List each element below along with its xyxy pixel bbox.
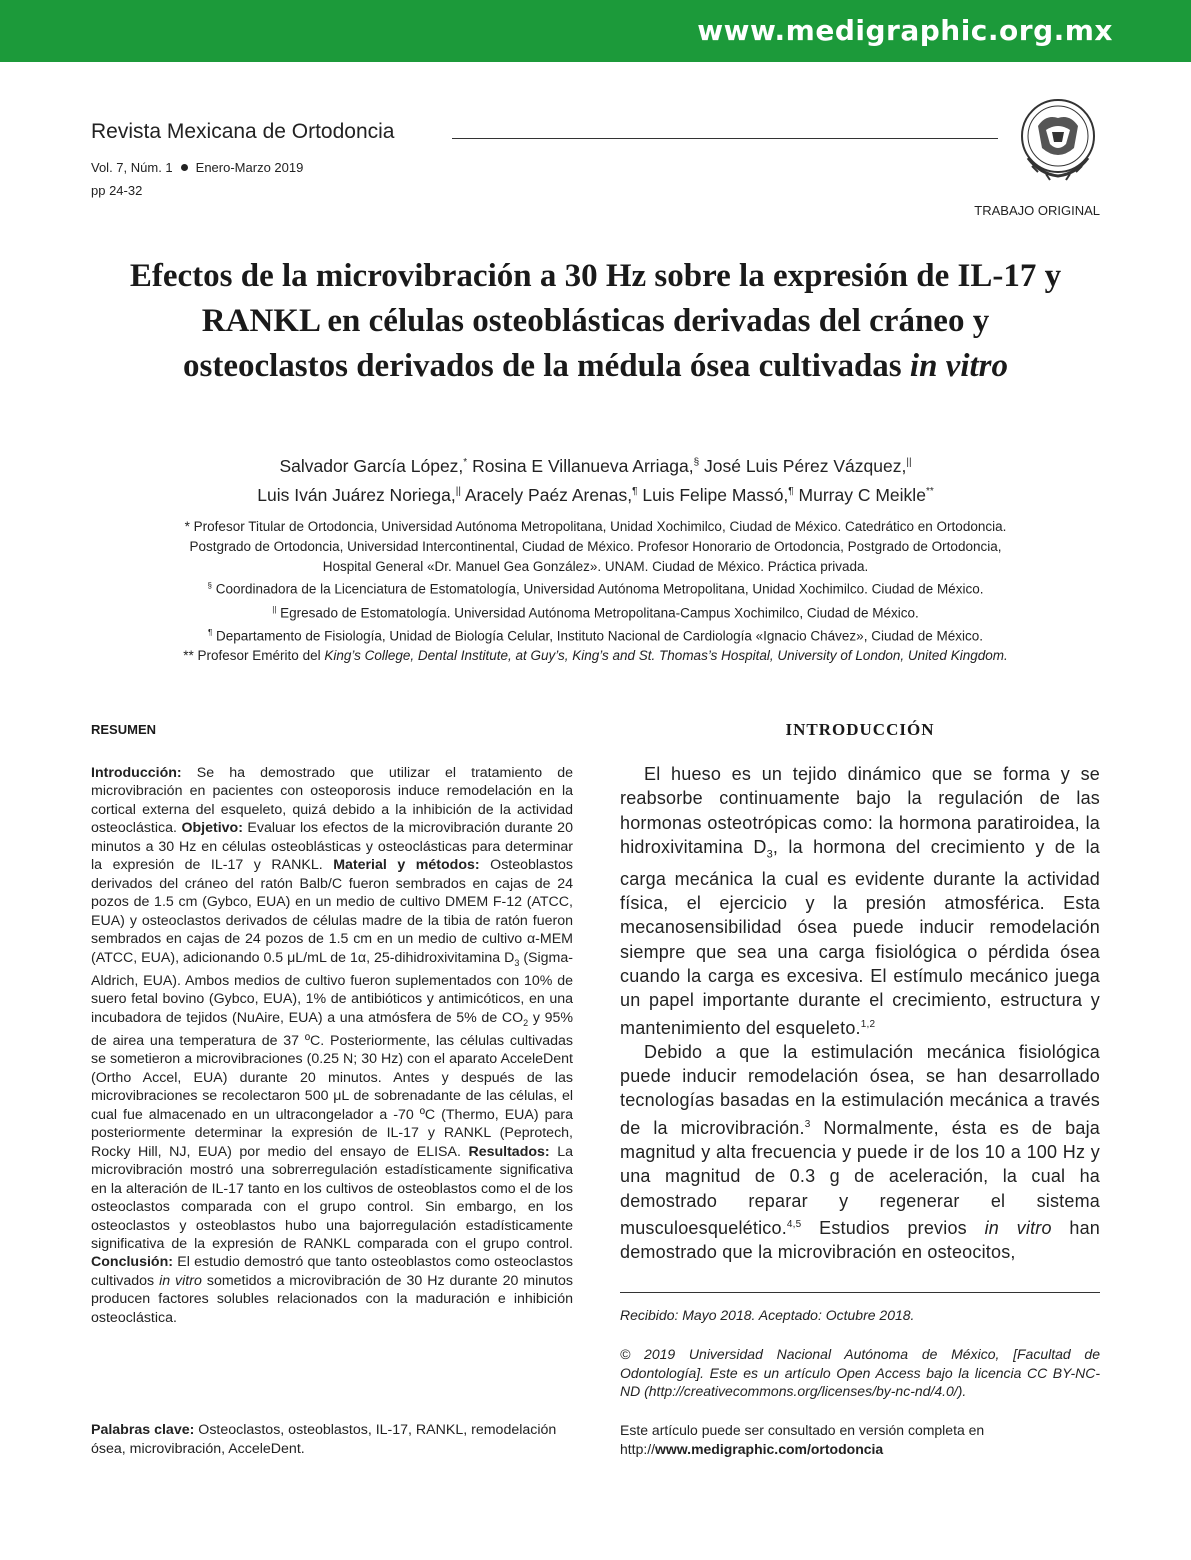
top-banner xyxy=(0,0,1191,62)
license-notice: © 2019 Universidad Nacional Autónoma de México, [Facultad de Odontología]. Este es un artículo Open Access bajo la licencia CC BY-NC-ND (http://creativecommons.org/licenses/by-nc-nd/4.0/). xyxy=(620,1346,1100,1400)
objective-label: Objetivo: xyxy=(181,820,243,837)
affiliation-text: Coordinadora de la Licenciatura de Estomatología, Universidad Autónoma Metropolitana, Unidad Xochimilco. Ciudad de México. xyxy=(215,581,984,597)
issue-date: Enero-Marzo 2019 xyxy=(195,160,304,175)
methods-text: y 95% de airea una temperatura de 37 ºC. Posteriormente, las células cultivadas se sometieron a microvibraciones (0.25 N; 30 Hz) con el aparato AcceleDent (Ortho Accel, EUA) durante 20 minutos. Antes y después de las microvibraciones se recolectaron 500 μL de sobrenadante de las células, el cual fue almacenado en un ultracongelador a -70 ºC (Thermo, EUA) para posteriormente determinar la expresión de IL-17 y RANKL (Peprotech, Rocky Hill, NJ, EUA) por medio del ensayo de ELISA. xyxy=(91,1009,573,1160)
conclusion-text: El estudio demostró que tanto osteoblastos como osteoclastos cultivados xyxy=(91,1254,573,1289)
banner-url[interactable]: www.medigraphic.org.mx xyxy=(697,14,1113,47)
author-list xyxy=(120,450,1071,508)
paragraph-text: El hueso es un tejido dinámico que se forma y se reabsorbe continuamente bajo la regulación de las hormonas osteotrópicas como: la hormona paratiroidea, la hidroxivitamina D xyxy=(620,764,1100,857)
author-mark: ¶ xyxy=(788,485,794,497)
paragraph xyxy=(620,1040,1100,1265)
consult-text: Este artículo puede ser consultado en versión completa en xyxy=(620,1422,985,1438)
volume-info xyxy=(91,160,303,175)
subscript: 3 xyxy=(514,957,520,968)
affiliation-italic: King’s College, Dental Institute, at Guy’s, King’s and St. Thomas’s Hospital, University of London, United Kingdom. xyxy=(324,648,1008,664)
consult-link[interactable] xyxy=(620,1440,1100,1459)
author: José Luis Pérez Vázquez, xyxy=(704,455,907,476)
paragraph-text: han demostrado que la microvibración en osteocitos, xyxy=(620,1217,1101,1263)
keywords xyxy=(91,1421,573,1458)
keywords-label: Palabras clave: xyxy=(91,1422,195,1438)
received-dates: Recibido: Mayo 2018. Aceptado: Octubre 2018. xyxy=(620,1307,915,1323)
paragraph-text: Normalmente, ésta es de baja magnitud y alta frecuencia y puede ir de los 10 a 100 Hz y una magnitud de 0.3 g de aceleración, la cual ha demostrado reparar y regenerar el sistema musculoesquelético. xyxy=(620,1117,1100,1238)
introduction-body xyxy=(620,762,1100,1265)
affiliation-3 xyxy=(60,600,1131,623)
affiliation-1-cont: Postgrado de Ortodoncia, Universidad Intercontinental, Ciudad de México. Profesor Honorario de Ortodoncia, Postgrado de Ortodoncia, xyxy=(189,538,1002,554)
subscript: 3 xyxy=(766,848,773,861)
affiliation-mark: * xyxy=(184,519,190,534)
affiliation-mark: ** xyxy=(183,648,194,664)
paragraph-text: , la hormona del crecimiento y de la carga mecánica la cual es evidente durante la actividad física, el ejercicio y la presión atmosférica. Esta mecanosensibilidad ósea puede inducir remodelación siempre que sea una carga fisiológica o pérdida ósea cuando la carga es excesiva. El estímulo mecánico juega un papel importante durante el crecimiento, estructura y mantenimiento del esqueleto. xyxy=(620,836,1100,1038)
author-mark: ** xyxy=(925,485,934,497)
methods-text: (Sigma-Aldrich, EUA). Ambos medios de cultivo fueron suplementados con 10% de suero fetal bovino (Gybco, EUA), 1% de antibióticos y antimicóticos, en una incubadora de tejidos (NuAire, EUA) a una atmósfera de 5% de CO xyxy=(91,949,573,1026)
journal-name: Revista Mexicana de Ortodoncia xyxy=(91,120,395,143)
author: Rosina E Villanueva Arriaga, xyxy=(472,455,694,476)
volume: Vol. 7, Núm. 1 xyxy=(91,160,173,175)
link-prefix: http:// xyxy=(620,1440,656,1457)
affiliation-mark: § xyxy=(207,581,212,591)
conclusion-label: Conclusión: xyxy=(91,1254,173,1271)
author-mark: || xyxy=(455,485,461,497)
bullet-icon xyxy=(181,164,188,171)
affiliation-text: Profesor Emérito del xyxy=(197,648,321,664)
citation: 4,5 xyxy=(786,1218,802,1230)
results-label: Resultados: xyxy=(468,1143,550,1160)
title-main: Efectos de la microvibración a 30 Hz sobre la expresión de IL-17 y RANKL en células osteoblásticas derivadas del cráneo y osteoclastos derivados de la médula ósea cultivadas xyxy=(129,258,1062,384)
introduction-heading: INTRODUCCIÓN xyxy=(785,720,935,739)
author-mark: * xyxy=(463,457,468,468)
author: Salvador García López, xyxy=(279,455,464,476)
footer-rule xyxy=(620,1292,1100,1293)
subscript: 2 xyxy=(523,1017,529,1028)
keywords-text: Osteoclastos, osteoblastos, IL-17, RANKL, remodelación ósea, microvibración, AcceleDent. xyxy=(91,1422,557,1457)
paragraph-italic: in vitro xyxy=(984,1217,1052,1238)
author-mark: || xyxy=(906,457,912,468)
article-title xyxy=(120,254,1071,389)
objective-text: Evaluar los efectos de la microvibración durante 20 minutos a 30 Hz en células osteoblásticas y osteoclásticas para determinar la expresión de IL-17 y RANKL. xyxy=(91,820,573,874)
paragraph xyxy=(620,762,1100,1040)
affiliation-mark: || xyxy=(272,604,277,614)
unam-seal-icon xyxy=(1016,96,1100,186)
affiliation-2 xyxy=(60,576,1131,599)
methods-text: Osteoblastos derivados del cráneo del ratón Balb/C fueron sembrados en cajas de 24 pozos de 1.5 cm (Gybco, EUA) en un medio de cultivo DMEM F-12 (ATCC, EUA) y osteoclastos derivados de células madre de la tibia de ratón fueron sembrados en cajas de 24 pozos de 1.5 cm en un medio de cultivo α-MEM (ATCC, EUA), adicionando 0.5 μL/mL de 1α, 25-dihidroxivitamina D xyxy=(91,857,573,966)
author-mark: ¶ xyxy=(632,485,638,497)
methods-label: Material y métodos: xyxy=(333,857,480,874)
article-type: TRABAJO ORIGINAL xyxy=(974,203,1100,218)
link-bold: www.medigraphic.com/ortodoncia xyxy=(655,1440,884,1457)
affiliation-text: Egresado de Estomatología. Universidad Autónoma Metropolitana-Campus Xochimilco, Ciudad de México. xyxy=(280,605,919,621)
paragraph-text: Debido a que la estimulación mecánica fisiológica puede inducir remodelación ósea, se han desarrollado tecnologías basadas en la estimulación mecánica a través de la microvibración. xyxy=(620,1041,1100,1138)
citation: 3 xyxy=(804,1118,811,1130)
conclusion-text: sometidos a microvibración de 30 Hz durante 20 minutos producen factores solubles relacionados con la maduración e inhibición osteoclástica. xyxy=(91,1272,573,1326)
author: Aracely Paéz Arenas, xyxy=(464,484,633,505)
affiliation-4 xyxy=(60,623,1131,646)
author: Luis Iván Juárez Noriega, xyxy=(257,484,456,505)
abstract-body xyxy=(91,764,573,1327)
affiliation-1 xyxy=(60,517,1131,537)
consult-notice xyxy=(620,1421,1100,1458)
intro-text: Se ha demostrado que utilizar el tratamiento de microvibración en pacientes con osteoporosis induce remodelación en la cortical externa del esqueleto, quizá debido a la inhibición de la actividad osteoclástica. xyxy=(91,765,573,837)
intro-label: Introducción: xyxy=(91,765,182,781)
affiliation-text: Departamento de Fisiología, Unidad de Biología Celular, Instituto Nacional de Cardiología «Ignacio Chávez», Ciudad de México. xyxy=(216,628,984,644)
abstract-heading: RESUMEN xyxy=(91,722,157,737)
affiliation-1-cont: Hospital General «Dr. Manuel Gea González». UNAM. Ciudad de México. Práctica privada. xyxy=(322,558,869,574)
affiliation-5 xyxy=(60,646,1131,666)
conclusion-italic: in vitro xyxy=(159,1272,202,1289)
results-text: La microvibración mostró una sobrerregulación estadísticamente significativa en la alteración de IL-17 tanto en los cultivos de osteoblastos como el de los osteoclastos comparada con el grupo control. Sin embargo, en los osteoclastos y osteoblastos hubo una bajorregulación estadísticamente significativa de la expresión de RANKL comparada con el grupo control. xyxy=(91,1143,573,1252)
affiliation-text: Profesor Titular de Ortodoncia, Universidad Autónoma Metropolitana, Unidad Xochimilco, Ciudad de México. Catedrático en Ortodoncia. xyxy=(193,519,1007,534)
title-italic: in vitro xyxy=(909,348,1009,384)
affiliation-mark: ¶ xyxy=(207,627,213,637)
page-range: pp 24-32 xyxy=(91,183,143,198)
header-rule xyxy=(452,138,998,139)
affiliations xyxy=(60,517,1131,666)
citation: 1,2 xyxy=(860,1018,876,1030)
author: Luis Felipe Massó, xyxy=(642,484,789,505)
author-mark: § xyxy=(693,457,700,468)
author: Murray C Meikle xyxy=(798,484,926,505)
paragraph-text: Estudios previos xyxy=(819,1217,967,1238)
